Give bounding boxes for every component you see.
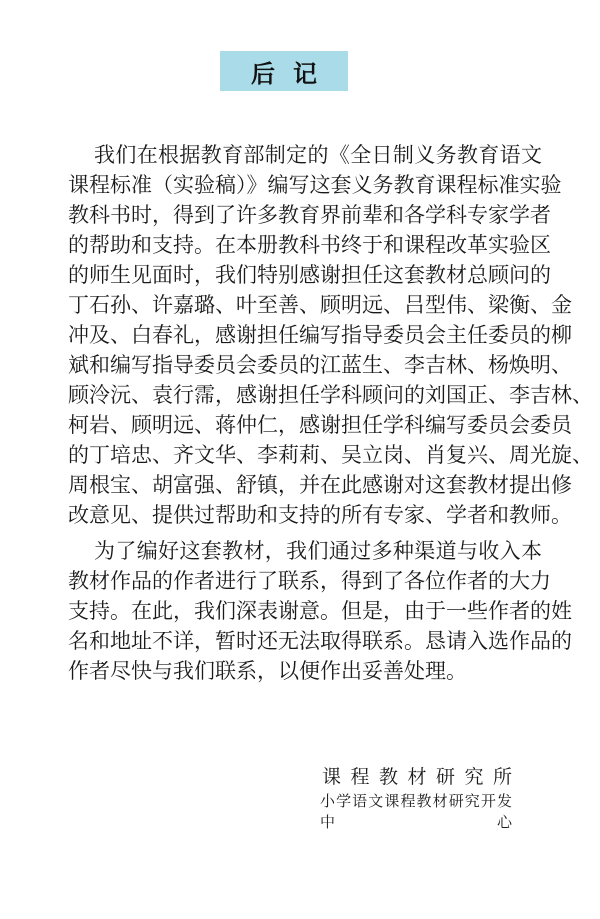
paragraph-1 bbox=[68, 140, 593, 530]
text-line: 作者尽快与我们联系，以便作出妥善处理。 bbox=[68, 659, 467, 683]
afterword-body bbox=[68, 140, 593, 686]
text-line: 周根宝、胡富强、舒镇，并在此感谢对这套教材提出修 bbox=[68, 473, 572, 497]
text-line: 改意见、提供过帮助和支持的所有专家、学者和教师。 bbox=[68, 503, 572, 527]
text-line: 课程标准（实验稿）》编写这套义务教育课程标准实验 bbox=[68, 173, 562, 197]
signature-org: 课程教材研究所 bbox=[322, 766, 512, 788]
text-line: 支持。在此，我们深表谢意。但是，由于一些作者的姓 bbox=[68, 599, 572, 623]
paragraph-2 bbox=[68, 536, 572, 686]
text-line: 斌和编写指导委员会委员的江蓝生、李吉林、杨焕明、 bbox=[68, 353, 572, 377]
text-line: 名和地址不详，暂时还无法取得联系。恳请入选作品的 bbox=[68, 629, 572, 653]
text-line: 冲及、白春礼，感谢担任编写指导委员会主任委员的柳 bbox=[68, 323, 572, 347]
text-line: 柯岩、顾明远、蒋仲仁，感谢担任学科编写委员会委员 bbox=[68, 413, 572, 437]
page-title-box bbox=[220, 51, 348, 91]
text-line: 丁石孙、许嘉璐、叶至善、顾明远、吕型伟、梁衡、金 bbox=[68, 293, 572, 317]
text-line: 的丁培忠、齐文华、李莉莉、吴立岗、肖复兴、周光旋、 bbox=[68, 443, 593, 467]
text-line: 我们在根据教育部制定的《全日制义务教育语文 bbox=[94, 143, 542, 167]
text-line: 教科书时，得到了许多教育界前辈和各学科专家学者 bbox=[68, 203, 551, 227]
page-title: 后记 bbox=[251, 59, 335, 88]
text-line: 教材作品的作者进行了联系，得到了各位作者的大力 bbox=[68, 569, 551, 593]
signature-center: 小学语文课程教材研究开发中心 bbox=[320, 792, 512, 831]
text-line: 的帮助和支持。在本册教科书终于和课程改革实验区 bbox=[68, 233, 551, 257]
text-line: 为了编好这套教材，我们通过多种渠道与收入本 bbox=[94, 539, 542, 563]
text-line: 的师生见面时，我们特别感谢担任这套教材总顾问的 bbox=[68, 263, 551, 287]
text-line: 顾泠沅、袁行霈，感谢担任学科顾问的刘国正、李吉林、 bbox=[68, 383, 593, 407]
